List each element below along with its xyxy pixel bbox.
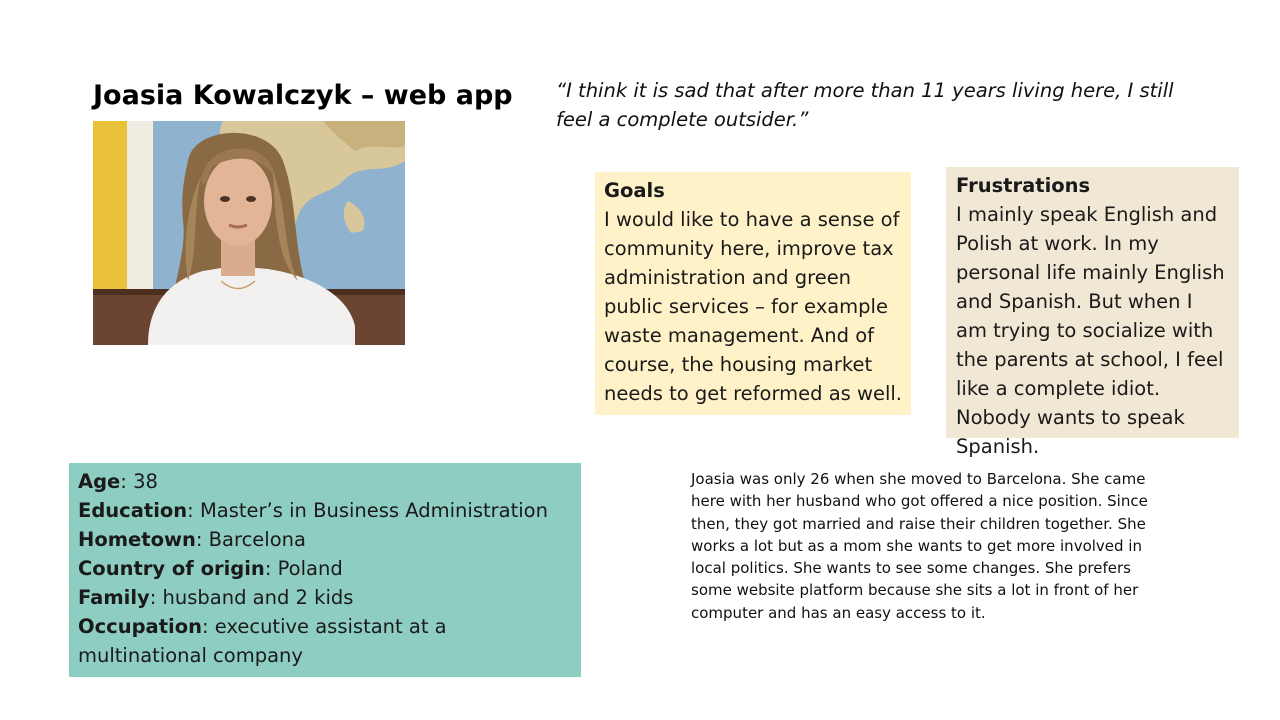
fact-separator: : [120,470,134,493]
fact-hometown [78,525,572,554]
fact-label: Age [78,470,121,493]
fact-family [78,583,572,612]
fact-label: Hometown [78,528,196,551]
fact-label: Occupation [78,615,202,638]
goals-text: I would like to have a sense of community here, improve tax administration and green public services – for example waste management. And of course, the housing market needs to get reformed as well. [604,208,902,405]
fact-label: Country of origin [78,557,265,580]
fact-label: Education [78,499,188,522]
fact-value: 38 [133,470,158,493]
demographics-card [69,463,581,677]
fact-label: Family [78,586,150,609]
fact-value: Barcelona [208,528,306,551]
fact-education [78,496,572,525]
persona-photo-illustration [93,121,405,345]
goals-heading: Goals [604,179,665,202]
fact-separator: : [187,499,200,522]
persona-title: Joasia Kowalczyk – web app [93,80,513,111]
goals-card [595,172,911,415]
fact-separator: : [264,557,278,580]
fact-separator: : [201,615,215,638]
fact-separator: : [149,586,163,609]
fact-value: Poland [277,557,343,580]
persona-photo [93,121,405,345]
persona-bio: Joasia was only 26 when she moved to Barcelona. She came here with her husband who got offered a nice position. Since then, they got married and raise their children together. She works a lot but as a mom she wants to get more involved in local politics. She wants to see some changes. She prefers some website platform because she sits a lot in front of her computer and has an easy access to it. [691,470,1148,622]
fact-separator: : [195,528,209,551]
fact-occupation [78,612,572,670]
frustrations-card [946,167,1239,458]
frustrations-text: I mainly speak English and Polish at work. In my personal life mainly English and Spanish. But when I am trying to socialize with the parents at school, I feel like a complete idiot. Nobody wants to speak Spanish. [956,203,1225,458]
fact-country-of-origin [78,554,572,583]
fact-value: executive assistant at a multinational company [78,615,447,667]
fact-value: Master’s in Business Administration [199,499,548,522]
persona-quote: “I think it is sad that after more than 11 years living here, I still feel a complete outsider.” [556,79,1174,131]
fact-value: husband and 2 kids [162,586,354,609]
frustrations-heading: Frustrations [956,174,1091,197]
fact-age [78,467,572,496]
